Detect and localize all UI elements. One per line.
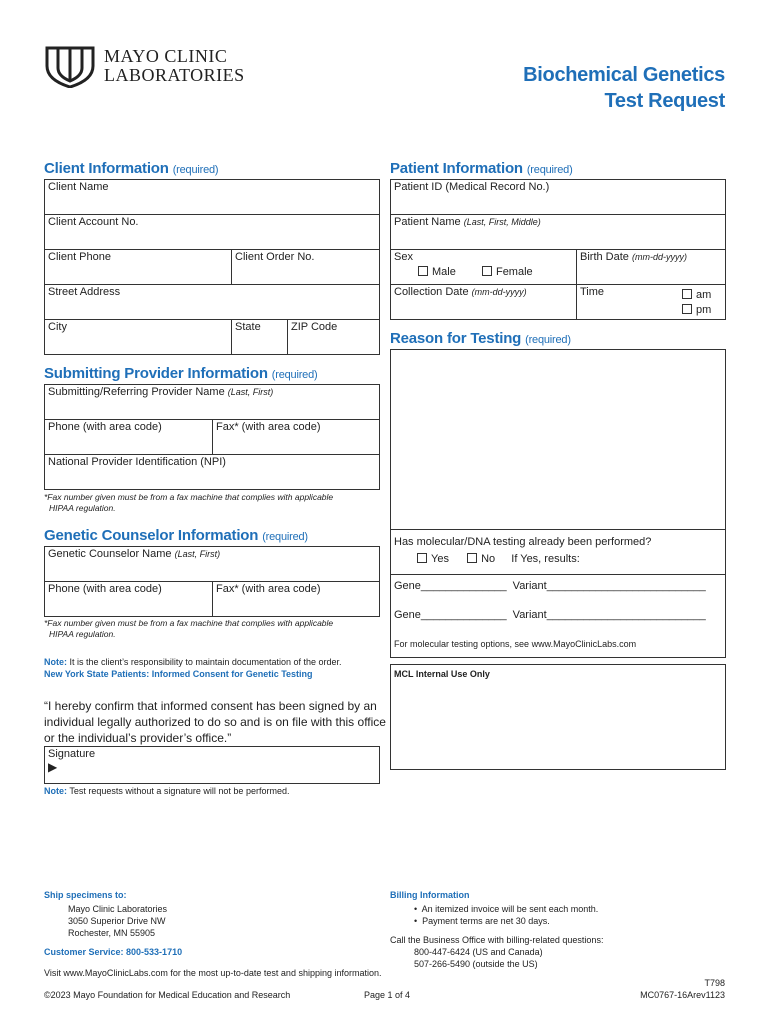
collection-date-hint: (mm-dd-yyyy) xyxy=(471,287,527,297)
counselor-name-hint: (Last, First) xyxy=(174,549,221,559)
counselor-phone-field[interactable] xyxy=(44,581,213,617)
yes-label: Yes xyxy=(431,553,449,565)
reason-textarea[interactable] xyxy=(390,349,726,530)
signature-arrow-icon: ▶ xyxy=(48,760,58,774)
note-label: Note: xyxy=(44,657,67,667)
bullet-icon: • xyxy=(414,904,422,914)
provider-name-hint: (Last, First) xyxy=(227,387,274,397)
counselor-phone-label: Phone (with area code) xyxy=(48,583,162,595)
city-field[interactable] xyxy=(44,319,232,355)
patient-id-label: Patient ID (Medical Record No.) xyxy=(394,181,550,193)
female-checkbox[interactable] xyxy=(482,266,492,276)
client-account-label: Client Account No. xyxy=(48,216,139,228)
counselor-required: (required) xyxy=(262,531,308,543)
ny-consent-heading: New York State Patients: Informed Consent for Genetic Testing xyxy=(44,669,313,679)
molecular-divider xyxy=(390,574,726,575)
client-phone-label: Client Phone xyxy=(48,251,111,263)
sex-field xyxy=(390,249,577,285)
time-label: Time xyxy=(580,286,605,298)
copyright: ©2023 Mayo Foundation for Medical Education and Research xyxy=(44,990,291,1000)
female-label: Female xyxy=(495,266,533,278)
provider-heading xyxy=(44,365,317,382)
ship-block xyxy=(44,889,167,939)
logo-line1: MAYO CLINIC xyxy=(104,46,228,66)
consent-statement xyxy=(44,698,386,746)
npi-field[interactable] xyxy=(44,454,380,490)
patient-id-field[interactable] xyxy=(390,179,726,215)
form-code1: T798 xyxy=(704,978,725,988)
logo-line2: LABORATORIES xyxy=(104,65,245,85)
yes-checkbox[interactable] xyxy=(417,553,427,563)
ship-title: Ship specimens to: xyxy=(44,890,127,900)
gene-variant-line-2[interactable]: Gene______________ Variant__________________________ xyxy=(394,609,706,621)
patient-info-title: Patient Information xyxy=(390,160,523,177)
ship-line2: 3050 Superior Drive NW xyxy=(68,916,166,926)
counselor-footnote-line2: HIPAA regulation. xyxy=(49,629,116,639)
signature-field[interactable] xyxy=(44,746,380,784)
consent-line1: “I hereby confirm that informed consent has been signed by an xyxy=(44,699,377,713)
am-checkbox[interactable] xyxy=(682,289,692,299)
form-title-line1: Biochemical Genetics xyxy=(523,64,725,86)
client-name-label: Client Name xyxy=(48,181,109,193)
npi-label: National Provider Identification (NPI) xyxy=(48,456,226,468)
counselor-heading xyxy=(44,527,308,544)
counselor-name-label: Genetic Counselor Name xyxy=(48,548,172,560)
customer-service: Customer Service: 800-533-1710 xyxy=(44,947,183,957)
no-label: No xyxy=(481,553,496,565)
male-label: Male xyxy=(432,266,456,278)
client-name-field[interactable] xyxy=(44,179,380,215)
zip-label: ZIP Code xyxy=(291,321,338,333)
pm-label: pm xyxy=(696,304,712,316)
signature-label: Signature xyxy=(48,748,96,760)
consent-line3: or the individual’s provider’s office.” xyxy=(44,731,232,745)
patient-info-required: (required) xyxy=(526,164,573,176)
page-number: Page 1 of 4 xyxy=(364,990,411,1000)
counselor-fax-field[interactable] xyxy=(212,581,380,617)
if-yes-label: If Yes, results: xyxy=(511,553,580,565)
provider-phone-label: Phone (with area code) xyxy=(48,421,162,433)
molecular-question: Has molecular/DNA testing already been performed? xyxy=(394,536,652,548)
provider-title: Submitting Provider Information xyxy=(44,365,268,382)
birth-date-hint: (mm-dd-yyyy) xyxy=(631,252,687,262)
no-checkbox[interactable] xyxy=(467,553,477,563)
mayo-shield-icon xyxy=(44,44,96,88)
zip-field[interactable] xyxy=(287,319,380,355)
provider-required: (required) xyxy=(271,369,318,381)
counselor-title: Genetic Counselor Information xyxy=(44,527,259,544)
billing-line1: An itemized invoice will be sent each month. xyxy=(421,904,599,914)
birth-date-label: Birth Date xyxy=(580,251,629,263)
form-codes xyxy=(640,977,725,1001)
bullet-icon: • xyxy=(414,916,423,926)
billing-call: Call the Business Office with billing-related questions: xyxy=(390,935,604,945)
client-order-label: Client Order No. xyxy=(235,251,315,263)
billing-block xyxy=(390,889,603,970)
billing-phone2: 507-266-5490 (outside the US) xyxy=(414,959,538,969)
provider-footnote-line1: *Fax number given must be from a fax machine that complies with applicable xyxy=(44,492,334,502)
counselor-name-field[interactable] xyxy=(44,546,380,582)
client-account-field[interactable] xyxy=(44,214,380,250)
time-field[interactable] xyxy=(576,284,726,320)
client-info-heading xyxy=(44,160,218,177)
visit-website-note: Visit www.MayoClinicLabs.com for the most up-to-date test and shipping information. xyxy=(44,968,382,978)
consent-line2: individual legally authorized to do so and is on file with this office xyxy=(44,715,386,729)
reason-heading xyxy=(390,330,571,347)
sig-note-text: Test requests without a signature will not be performed. xyxy=(69,786,290,796)
internal-use-label: MCL Internal Use Only xyxy=(394,669,490,679)
gene-variant-line-1[interactable]: Gene______________ Variant__________________________ xyxy=(394,580,706,592)
patient-info-heading xyxy=(390,160,573,177)
form-title xyxy=(523,62,725,114)
ship-line1: Mayo Clinic Laboratories xyxy=(68,904,168,914)
billing-line2: Payment terms are net 30 days. xyxy=(422,916,550,926)
provider-footnote-line2: HIPAA regulation. xyxy=(49,503,116,513)
provider-fax-field[interactable] xyxy=(212,419,380,455)
patient-name-label: Patient Name xyxy=(394,216,461,228)
note-text: It is the client’s responsibility to maintain documentation of the order. xyxy=(69,657,342,667)
form-code2: MC0767-16Arev1123 xyxy=(640,990,725,1000)
internal-use-box xyxy=(390,664,726,770)
provider-fax-label: Fax* (with area code) xyxy=(216,421,321,433)
collection-date-field[interactable] xyxy=(390,284,577,320)
counselor-footnote-line1: *Fax number given must be from a fax machine that complies with applicable xyxy=(44,618,334,628)
mayo-logo xyxy=(44,44,96,91)
client-info-required: (required) xyxy=(172,164,219,176)
state-label: State xyxy=(235,321,261,333)
city-label: City xyxy=(48,321,67,333)
billing-title: Billing Information xyxy=(390,890,470,900)
collection-date-label: Collection Date xyxy=(394,286,469,298)
street-address-label: Street Address xyxy=(48,286,121,298)
sig-note-label: Note: xyxy=(44,786,67,796)
counselor-fax-footnote xyxy=(44,618,333,640)
provider-name-field[interactable] xyxy=(44,384,380,420)
provider-name-label: Submitting/Referring Provider Name xyxy=(48,386,225,398)
provider-fax-footnote xyxy=(44,492,333,514)
molecular-options-row xyxy=(417,553,580,565)
form-title-line2: Test Request xyxy=(604,90,725,112)
reason-required: (required) xyxy=(525,334,571,346)
logo-text xyxy=(104,47,245,85)
street-address-field[interactable] xyxy=(44,284,380,320)
state-field[interactable] xyxy=(231,319,288,355)
client-responsibility-note xyxy=(44,657,342,667)
patient-name-field[interactable] xyxy=(390,214,726,250)
pm-checkbox[interactable] xyxy=(682,304,692,314)
client-order-field[interactable] xyxy=(231,249,380,285)
patient-name-hint: (Last, First, Middle) xyxy=(463,217,541,227)
provider-phone-field[interactable] xyxy=(44,419,213,455)
client-info-title: Client Information xyxy=(44,160,169,177)
counselor-fax-label: Fax* (with area code) xyxy=(216,583,321,595)
client-phone-field[interactable] xyxy=(44,249,232,285)
am-label: am xyxy=(696,289,712,301)
molecular-options-note: For molecular testing options, see www.MayoClinicLabs.com xyxy=(394,639,637,649)
sex-label: Sex xyxy=(394,251,413,263)
billing-phone1: 800-447-6424 (US and Canada) xyxy=(414,947,543,957)
male-checkbox[interactable] xyxy=(418,266,428,276)
birth-date-field[interactable] xyxy=(576,249,726,285)
ship-line3: Rochester, MN 55905 xyxy=(68,928,156,938)
reason-title: Reason for Testing xyxy=(390,330,522,347)
signature-note xyxy=(44,786,289,796)
